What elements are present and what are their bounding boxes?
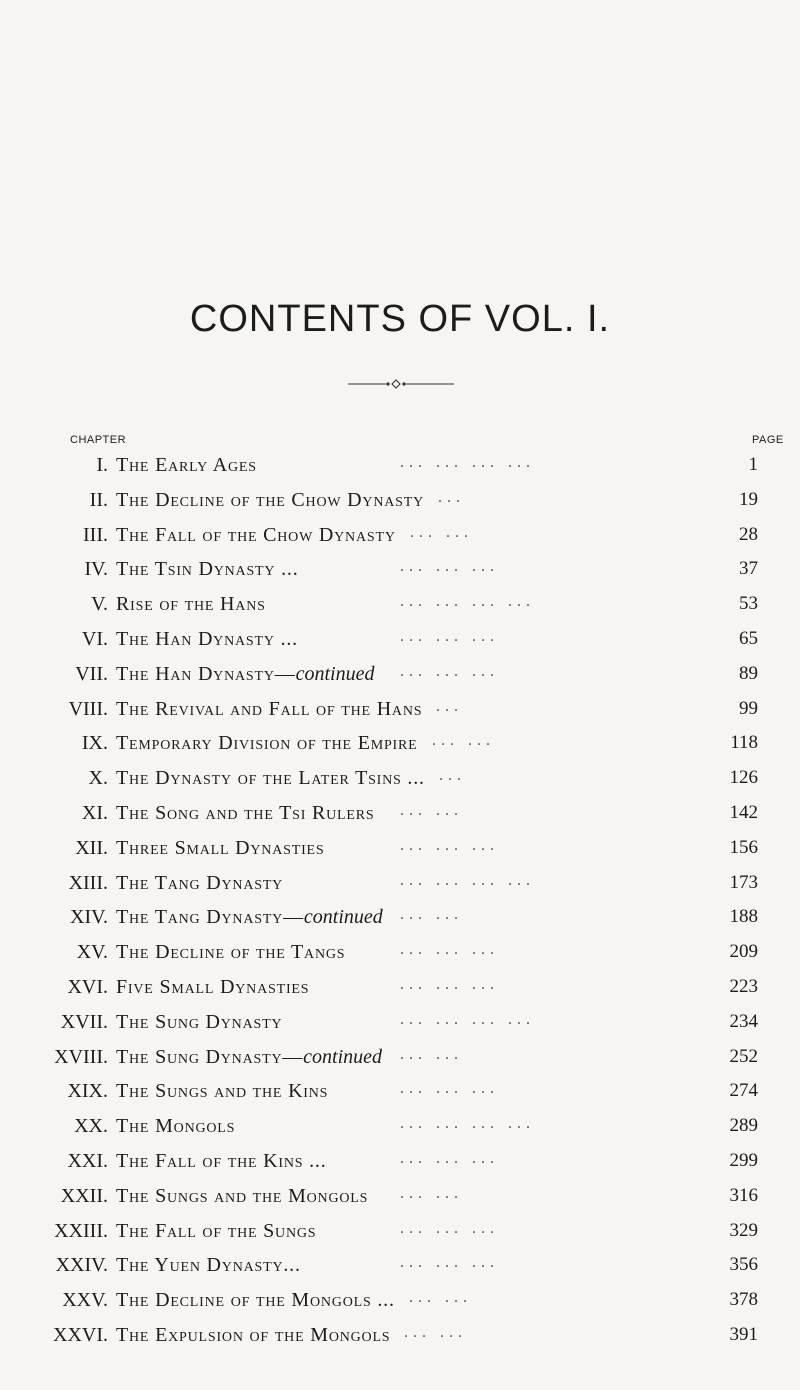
contents-list — [0, 450, 800, 1355]
chapter-title: The Sung Dynasty — [116, 1010, 283, 1033]
leader-dots: ... ... — [404, 1323, 467, 1341]
page-number: 299 — [729, 1149, 758, 1171]
chapter-number: XXV. — [62, 1289, 108, 1312]
leader-dots: ... ... — [400, 1184, 463, 1202]
leader-dots: ... ... ... ... — [400, 593, 535, 611]
continued-note: continued — [303, 906, 383, 929]
chapter-number: XXIII. — [54, 1219, 108, 1242]
chapter-title: The Song and the Tsi Rulers — [116, 801, 375, 824]
contents-entry — [0, 1007, 800, 1042]
page-number: 19 — [739, 488, 758, 510]
leader-dots: ... ... — [400, 801, 463, 819]
chapter-title-line — [116, 767, 425, 790]
chapter-title-line — [116, 802, 374, 825]
chapter-title-line — [116, 1185, 368, 1208]
chapter-title-line — [116, 558, 299, 581]
chapter-title: The Fall of the Kins ... — [116, 1149, 327, 1172]
chapter-number: XV. — [76, 941, 108, 964]
contents-entry — [0, 798, 800, 833]
contents-entry — [0, 659, 800, 694]
page-number: 316 — [729, 1184, 758, 1206]
chapter-title-line — [116, 1220, 316, 1243]
contents-entry — [0, 1216, 800, 1251]
chapter-title-line — [116, 941, 345, 964]
chapter-title-line — [116, 837, 324, 860]
contents-entry — [0, 763, 800, 798]
chapter-number: XX. — [74, 1115, 108, 1138]
chapter-title-line — [116, 1080, 328, 1103]
chapter-title-line — [116, 1011, 282, 1034]
chapter-title: Rise of the Hans — [116, 593, 266, 616]
chapter-number: XXIV. — [55, 1254, 108, 1277]
page-number: 99 — [739, 697, 758, 719]
page-number: 223 — [729, 975, 758, 997]
continued-note: continued — [295, 662, 375, 685]
chapter-number: XIX. — [67, 1080, 108, 1103]
chapter-title: The Han Dynasty ... — [116, 627, 298, 650]
continued-note: continued — [303, 1045, 383, 1068]
chapter-title-line — [116, 663, 374, 686]
chapter-title-line — [116, 1046, 382, 1069]
page-number: 209 — [729, 941, 758, 963]
leader-dots: ... ... — [410, 523, 473, 541]
chapter-title-line — [116, 1254, 301, 1277]
chapter-title: The Early Ages — [116, 454, 257, 476]
chapter-number: IV. — [84, 558, 108, 581]
chapter-number: IX. — [81, 732, 108, 755]
leader-dots: ... ... ... — [400, 558, 499, 576]
contents-entry — [0, 520, 800, 555]
page-number: 1 — [748, 454, 758, 475]
contents-entry — [0, 1320, 800, 1355]
leader-dots: ... ... ... ... — [400, 1010, 535, 1028]
leader-dots: ... ... ... ... — [400, 454, 535, 471]
contents-entry — [0, 485, 800, 520]
page-number: 188 — [729, 906, 758, 928]
title-ornament — [348, 378, 454, 390]
contents-entry — [0, 589, 800, 624]
leader-dots: ... ... ... — [400, 1219, 499, 1237]
chapter-title-line — [116, 698, 422, 721]
leader-dots: ... ... ... — [400, 1149, 499, 1167]
chapter-title-line — [116, 976, 309, 999]
leader-dots: ... — [438, 488, 465, 506]
chapter-title: The Fall of the Chow Dynasty — [116, 523, 396, 546]
chapter-title-line — [116, 1289, 395, 1312]
page-number: 173 — [729, 871, 758, 893]
chapter-title: The Tang Dynasty — [116, 871, 284, 894]
contents-entry — [0, 833, 800, 868]
contents-entry — [0, 1181, 800, 1216]
chapter-title: The Yuen Dynasty... — [116, 1254, 301, 1277]
chapter-title: The Sungs and the Kins — [116, 1080, 329, 1103]
chapter-title: The Tsin Dynasty ... — [116, 558, 299, 581]
page-number: 37 — [739, 558, 758, 580]
page-number: 329 — [729, 1219, 758, 1241]
page-number: 65 — [739, 627, 758, 649]
page-number: 378 — [729, 1289, 758, 1311]
contents-entry — [0, 1076, 800, 1111]
chapter-number: X. — [88, 767, 108, 790]
page-number: 53 — [739, 593, 758, 615]
chapter-title: Five Small Dynasties — [116, 975, 310, 998]
chapter-number: XXVI. — [53, 1323, 108, 1346]
chapter-title: The Han Dynasty— — [116, 662, 296, 685]
contents-entry — [0, 937, 800, 972]
chapter-number: II. — [89, 488, 108, 511]
chapter-title-line — [116, 489, 424, 512]
leader-dots: ... ... ... — [400, 941, 499, 959]
page-number: 28 — [739, 523, 758, 545]
page-title: CONTENTS OF VOL. I. — [189, 298, 611, 340]
chapter-title: The Mongols — [116, 1115, 236, 1138]
leader-dots: ... — [439, 767, 466, 785]
leader-dots: ... — [436, 697, 463, 715]
chapter-number: I. — [96, 454, 108, 476]
contents-entry — [0, 554, 800, 589]
contents-entry — [0, 728, 800, 763]
page-number: 156 — [729, 836, 758, 858]
chapter-number: V. — [91, 593, 108, 616]
contents-entry — [0, 972, 800, 1007]
contents-entry — [0, 1146, 800, 1181]
chapter-title: The Decline of the Chow Dynasty — [116, 488, 424, 511]
chapter-title-line — [116, 593, 266, 616]
contents-entry — [0, 694, 800, 729]
leader-dots: ... ... ... — [400, 627, 499, 645]
page-number: 356 — [729, 1254, 758, 1276]
chapter-title: The Fall of the Sungs — [116, 1219, 317, 1242]
chapter-title: The Decline of the Tangs — [116, 941, 346, 964]
leader-dots: ... ... ... — [400, 662, 499, 680]
chapter-number: XIV. — [70, 906, 108, 929]
chapter-number: XIII. — [68, 871, 108, 894]
chapter-title-line — [116, 1324, 390, 1347]
page-column-header: PAGE — [752, 434, 784, 446]
chapter-title: The Tang Dynasty— — [116, 906, 304, 929]
chapter-title: The Sungs and the Mongols — [116, 1184, 369, 1207]
chapter-number: III. — [83, 523, 108, 546]
contents-entry — [0, 1111, 800, 1146]
leader-dots: ... ... ... — [400, 1254, 499, 1272]
contents-entry — [0, 624, 800, 659]
contents-entry — [0, 868, 800, 903]
page-number: 274 — [729, 1080, 758, 1102]
chapter-number: XXII. — [60, 1184, 108, 1207]
page-number: 89 — [739, 662, 758, 684]
page-number: 289 — [729, 1115, 758, 1137]
leader-dots: ... ... ... — [400, 836, 499, 854]
chapter-number: XXI. — [67, 1149, 108, 1172]
page-number: 391 — [729, 1323, 758, 1345]
chapter-number: XVII. — [60, 1010, 108, 1033]
chapter-title: Temporary Division of the Empire — [116, 732, 418, 755]
chapter-title-line — [116, 454, 257, 477]
leader-dots: ... ... — [432, 732, 495, 750]
chapter-title: Three Small Dynasties — [116, 836, 325, 859]
chapter-number: XI. — [81, 801, 108, 824]
page-number: 234 — [729, 1010, 758, 1032]
page-number: 252 — [729, 1045, 758, 1067]
contents-entry — [0, 1042, 800, 1077]
contents-entry — [0, 450, 800, 485]
chapter-number: VII. — [75, 662, 108, 685]
chapter-title: The Revival and Fall of the Hans — [116, 697, 423, 720]
chapter-number: XVI. — [67, 975, 108, 998]
page-number: 126 — [729, 767, 758, 789]
leader-dots: ... ... ... ... — [400, 1115, 535, 1133]
leader-dots: ... ... ... — [400, 975, 499, 993]
chapter-title: The Dynasty of the Later Tsins ... — [116, 767, 425, 790]
chapter-number: VIII. — [68, 697, 108, 720]
leader-dots: ... ... ... ... — [400, 871, 535, 889]
chapter-number: XII. — [75, 836, 108, 859]
chapter-number: XVIII. — [54, 1045, 108, 1068]
chapter-title-line — [116, 906, 383, 929]
chapter-title-line — [116, 628, 298, 651]
chapter-title-line — [116, 524, 396, 547]
leader-dots: ... ... — [409, 1289, 472, 1307]
contents-entry — [0, 902, 800, 937]
chapter-title: The Expulsion of the Mongols — [116, 1323, 391, 1346]
chapter-number: VI. — [81, 627, 108, 650]
chapter-title-line — [116, 872, 283, 895]
leader-dots: ... ... ... — [400, 1080, 499, 1098]
chapter-title: The Decline of the Mongols ... — [116, 1289, 395, 1312]
contents-entry — [0, 1250, 800, 1285]
page-number: 142 — [729, 801, 758, 823]
chapter-title-line — [116, 1115, 235, 1138]
leader-dots: ... ... — [400, 1045, 463, 1063]
chapter-title-line — [116, 732, 418, 755]
chapter-title: The Sung Dynasty— — [116, 1045, 304, 1068]
contents-entry — [0, 1285, 800, 1320]
chapter-column-header: CHAPTER — [70, 434, 127, 446]
page-number: 118 — [730, 732, 758, 754]
leader-dots: ... ... — [400, 906, 463, 924]
chapter-title-line — [116, 1150, 327, 1173]
